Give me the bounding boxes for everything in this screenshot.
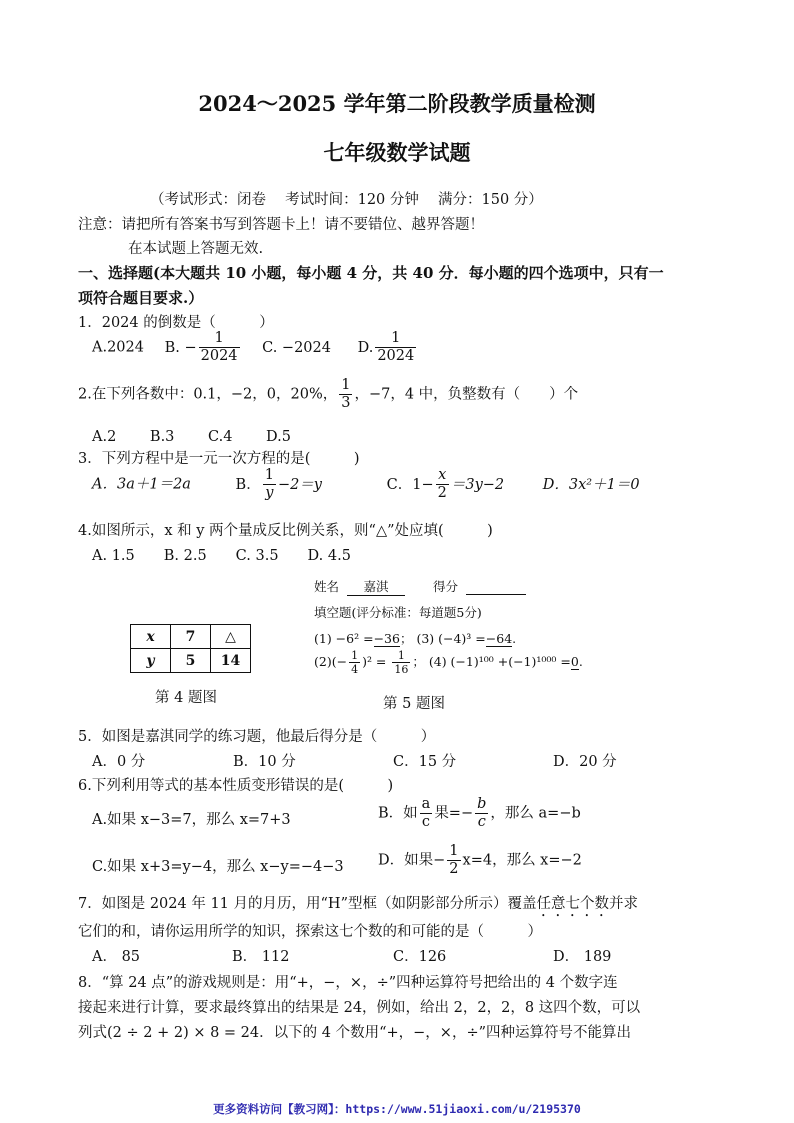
fig5-answer-1: −36 xyxy=(373,631,400,646)
q7-line-2: 它们的和，请你运用所学的知识，探索这七个数的和可能的是（ ） xyxy=(78,924,542,940)
q8-line-1: 8．“算 24 点”的游戏规则是：用“+，−，×，÷”四种运算符号把给出的 4 个数字连 xyxy=(78,975,618,991)
table-row xyxy=(131,649,251,673)
fig5-name-value: 嘉淇 xyxy=(347,577,405,596)
notice-line-2: 在本试题上答题无效. xyxy=(128,241,264,257)
fig5-section: 填空题(评分标准：每道题5分) xyxy=(314,605,482,620)
q6-option-a: A.如果 x−3=7，那么 x=7+3 xyxy=(92,812,291,828)
fig5-row-1: (1) −6² =−36； (3) (−4)³ =−64. xyxy=(314,631,517,646)
fig5-row-2: (2)(− $\frac{1}{4}$ )² = $\frac{1}{16}$ ； (4) (−1)¹⁰⁰ +(−1)¹⁰⁰⁰ =0. xyxy=(314,649,583,676)
table-cell: 14 xyxy=(211,649,251,673)
q4-options: A. 1.5 B. 2.5 C. 3.5 D. 4.5 xyxy=(92,548,351,564)
q3-option-c: C．1− $\frac{x}{2}$ ＝3y−2 xyxy=(386,467,505,501)
q1-options xyxy=(92,330,418,365)
q7-line-1: 7．如图是 2024 年 11 月的月历，用“H”型框（如阴影部分所示）覆盖任意七个数并求 xyxy=(78,896,638,912)
table-cell: 5 xyxy=(171,649,211,673)
table-row xyxy=(131,625,251,649)
table-cell: 7 xyxy=(171,625,211,649)
q8-line-3: 列式(2 ÷ 2 + 2) × 8 = 24．以下的 4 个数用“+，−，×，÷”四种运算符号不能算出 xyxy=(78,1025,632,1041)
fig5-score-blank xyxy=(466,579,526,595)
q7-option-a: A． 85 xyxy=(92,949,141,965)
q3-option-b: B． $\frac{1}{y}$ −2＝y xyxy=(235,467,323,501)
q4-figure-table xyxy=(130,624,251,673)
q7-option-c: C．126 xyxy=(393,949,447,965)
q1-option-b: B. − $\frac{1}{2024}$ xyxy=(164,330,238,364)
fig5-figure xyxy=(314,577,583,687)
q5-option-c: C．15 分 xyxy=(393,754,457,770)
q5-option-d: D．20 分 xyxy=(553,754,617,770)
page-title-2: 七年级数学试题 xyxy=(323,140,471,165)
q5-option-a: A．0 分 xyxy=(92,754,146,770)
q3-stem: 3．下列方程中是一元一次方程的是( ) xyxy=(78,451,360,467)
q6-option-c: C.如果 x+3=y−4，那么 x−y=−4−3 xyxy=(92,859,344,875)
q6-option-b: B．如 $\frac{a}{c}$ 果=− $\frac{b}{c}$ ，那么 a=−b xyxy=(378,796,581,830)
fig5-answer-3: −64 xyxy=(485,631,513,646)
table-cell: △ xyxy=(211,625,251,649)
q4-figure-caption: 第 4 题图 xyxy=(155,690,217,706)
q5-option-b: B．10 分 xyxy=(233,754,296,770)
q1-option-a: A.2024 xyxy=(92,339,144,356)
q2-stem: 2.在下列各数中：0.1，−2，0，20%， $\frac{1}{3}$ ，−7，4 中，负整数有（ ）个 xyxy=(78,377,579,411)
q7-option-d: D． 189 xyxy=(553,949,612,965)
q2-options: A.2 B.3 C.4 D.5 xyxy=(92,429,291,445)
q1-stem: 1．2024 的倒数是（ ） xyxy=(78,315,274,331)
q5-stem: 5．如图是嘉淇同学的练习题，他最后得分是（ ） xyxy=(78,729,436,745)
q8-line-2: 接起来进行计算，要求最终算出的结果是 24，例如，给出 2，2，2，8 这四个数，可以 xyxy=(78,1000,641,1016)
table-cell: y xyxy=(131,649,171,673)
q7-option-b: B． 112 xyxy=(232,949,290,965)
q4-stem: 4.如图所示，x 和 y 两个量成反比例关系，则“△”处应填( ) xyxy=(78,523,493,539)
fig5-answer-4: 0 xyxy=(570,654,579,669)
table-cell: x xyxy=(131,625,171,649)
footer-link[interactable]: 更多资料访问【教习网】：https://www.51jiaoxi.com/u/2195370 xyxy=(213,1102,581,1116)
q6-stem: 6.下列利用等式的基本性质变形错误的是( ) xyxy=(78,778,394,794)
section-heading-2: 项符合题目要求.） xyxy=(78,289,204,307)
fig5-name-label: 姓名 xyxy=(314,579,340,594)
page-title-1: 2024～2025 学年第二阶段教学质量检测 xyxy=(198,91,596,116)
exam-info: （考试形式：闭卷 考试时间：120 分钟 满分：150 分） xyxy=(150,192,543,208)
q3-option-a: A．3a＋1＝2a xyxy=(92,476,191,493)
q3-option-d: D．3x²＋1＝0 xyxy=(542,476,640,493)
fig5-name-row xyxy=(314,577,526,596)
q6-option-d: D．如果− $\frac{1}{2}$ x=4，那么 x=−2 xyxy=(378,843,582,877)
fig5-answer-2: $\frac{1}{16}$ xyxy=(394,649,409,676)
q1-option-c: C. −2024 xyxy=(262,339,331,356)
section-heading-1: 一、选择题(本大题共 10 小题，每小题 4 分，共 40 分．每小题的四个选项中，只有一 xyxy=(78,264,664,282)
fig5-caption: 第 5 题图 xyxy=(383,696,445,712)
q1-option-d: D. $\frac{1}{2024}$ xyxy=(357,330,415,364)
q3-options xyxy=(92,467,640,502)
notice-line-1: 注意：请把所有答案书写到答题卡上！请不要错位、越界答题！ xyxy=(78,217,484,233)
fig5-score-label: 得分 xyxy=(432,579,458,594)
